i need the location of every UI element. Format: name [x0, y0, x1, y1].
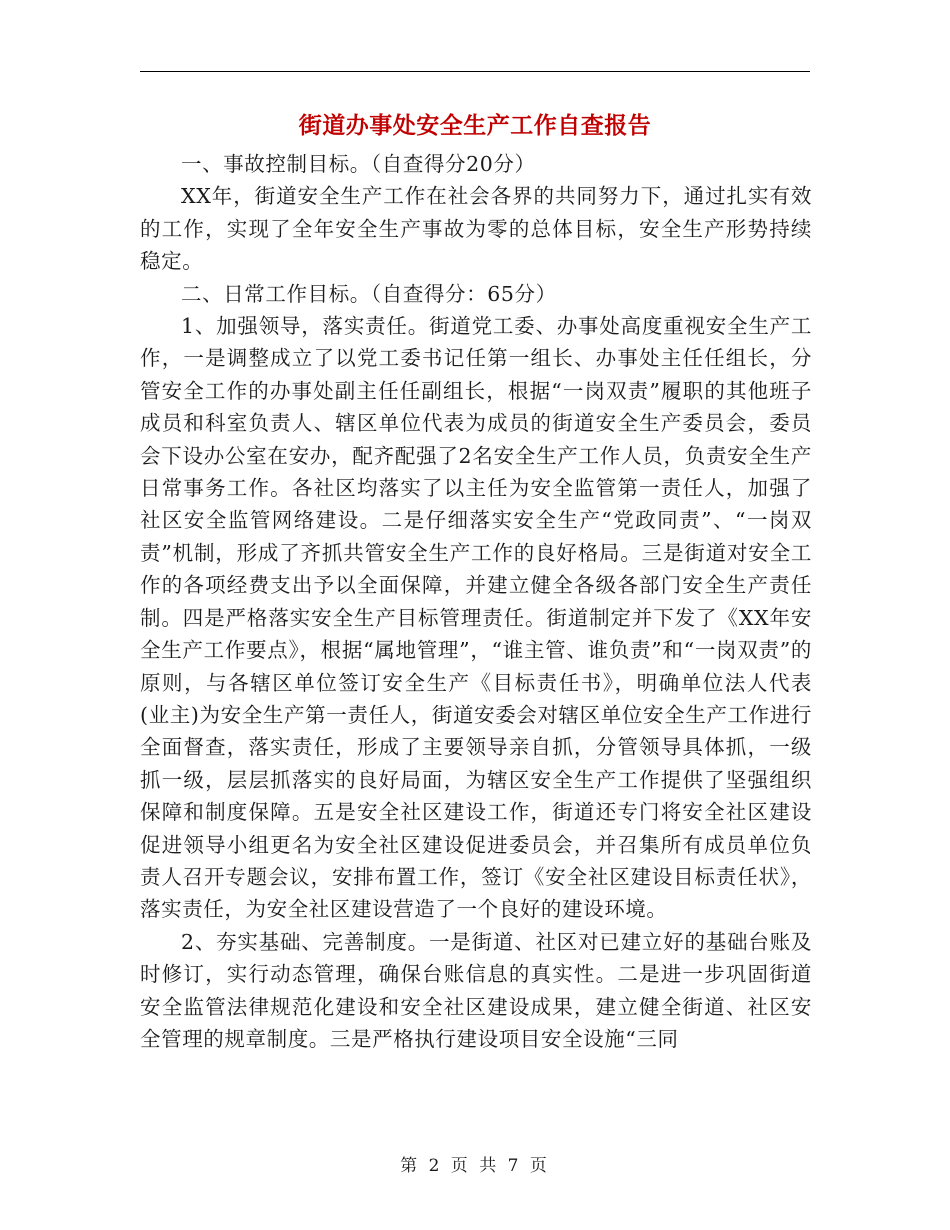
document-body: [140, 148, 812, 1055]
header-rule: [140, 71, 810, 72]
document-title: 街道办事处安全生产工作自查报告: [298, 112, 652, 139]
section-heading-daily-work: 二、日常工作目标。（自查得分：65分）: [181, 281, 557, 306]
paragraph-foundation-systems: 2、夯实基础、完善制度。一是街道、社区对已建立好的基础台账及时修订，实行动态管理，确保台账信息的真实性。二是进一步巩固街道安全监管法律规范化建设和安全社区建设成果，建立健全街道、社区安全管理的规章制度。三是严格执行建设项目安全设施“三同: [140, 929, 812, 1051]
section-heading-accident-control: 一、事故控制目标。（自查得分20分）: [181, 152, 536, 176]
paragraph-leadership-responsibility: 1、加强领导，落实责任。街道党工委、办事处高度重视安全生产工作，一是调整成立了以党工委书记任第一组长、办事处主任任组长，分管安全工作的办事处副主任任副组长，根据“一岗双责”履职的其他班子成员和科室负责人、辖区单位代表为成员的街道安全生产委员会，委员会下设办公室在安办，配齐配强了2名安全生产工作人员，负责安全生产日常事务工作。各社区均落实了以主任为安全监管第一责任人，加强了社区安全监管网络建设。二是仔细落实安全生产“党政同责”、“一岗双责”机制，形成了齐抓共管安全生产工作的良好格局。三是街道对安全工作的各项经费支出予以全面保障，并建立健全各级各部门安全生产责任制。四是严格落实安全生产目标管理责任。街道制定并下发了《XX年安全生产工作要点》，根据“属地管理”，“谁主管、谁负责”和“一岗双责”的原则，与各辖区单位签订安全生产《目标责任书》，明确单位法人代表(业主)为安全生产第一责任人，街道安委会对辖区单位安全生产工作进行全面督查，落实责任，形成了主要领导亲自抓，分管领导具体抓，一级抓一级，层层抓落实的良好局面，为辖区安全生产工作提供了坚强组织保障和制度保障。五是安全社区建设工作，街道还专门将安全社区建设促进领导小组更名为安全社区建设促进委员会，并召集所有成员单位负责人召开专题会议，安排布置工作，签订《安全社区建设目标责任状》，落实责任，为安全社区建设营造了一个良好的建设环境。: [140, 314, 812, 922]
page-number-footer: 第 2 页 共 7 页: [400, 1156, 550, 1176]
paragraph-accident-summary: XX年，街道安全生产工作在社会各界的共同努力下，通过扎实有效的工作，实现了全年安全生产事故为零的总体目标，安全生产形势持续稳定。: [140, 184, 812, 274]
